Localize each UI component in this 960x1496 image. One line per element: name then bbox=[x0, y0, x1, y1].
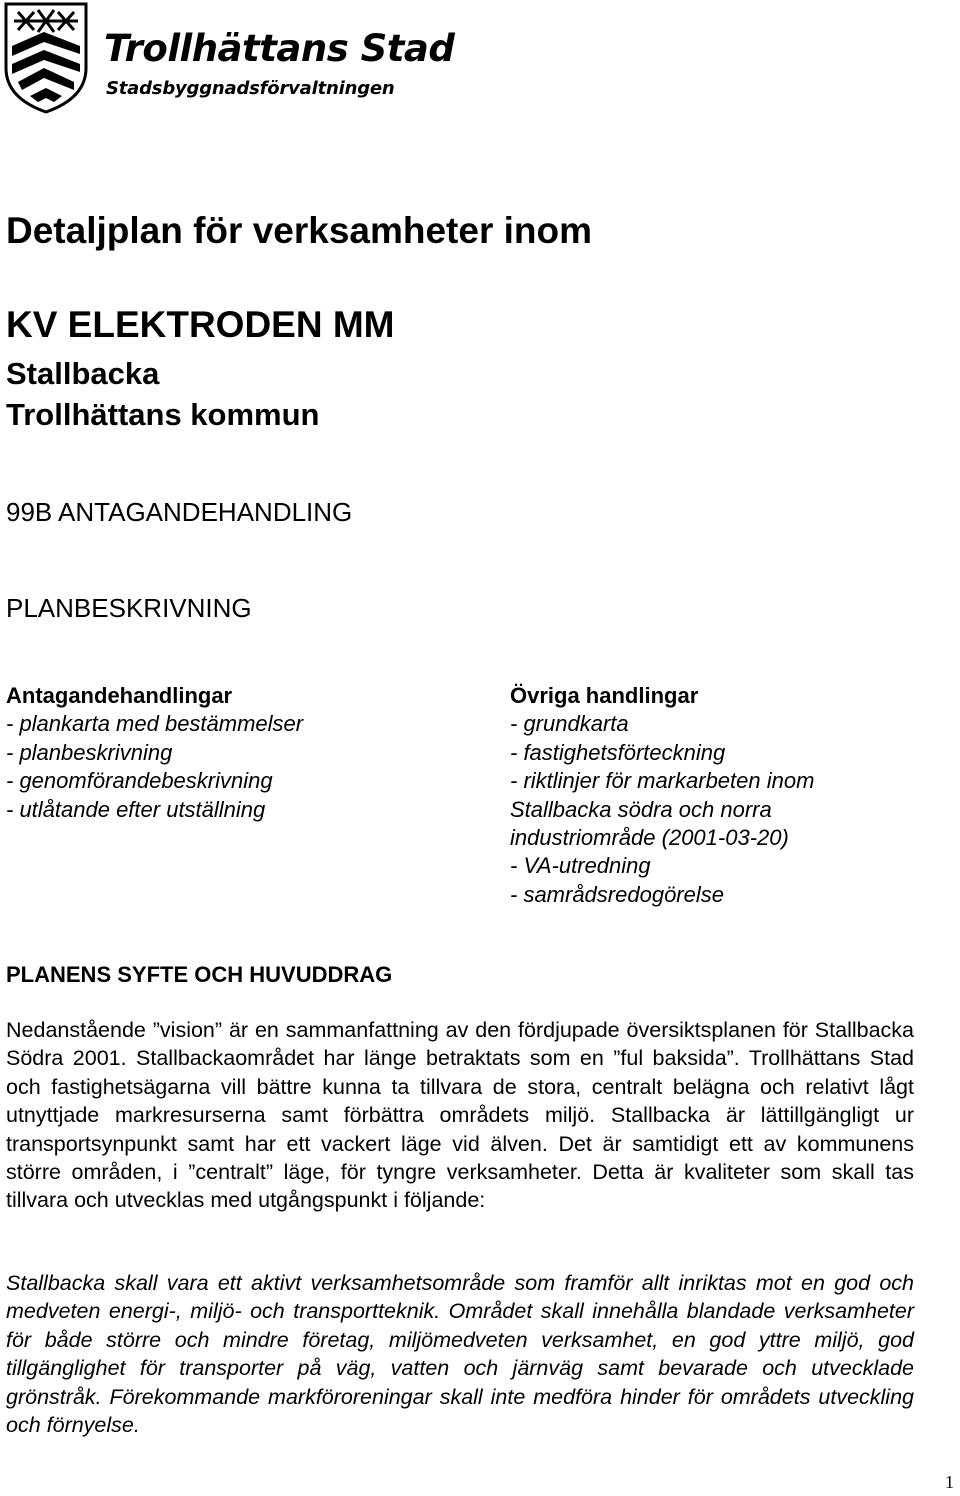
plan-area-name: KV ELEKTRODEN MM bbox=[6, 304, 395, 345]
location-name: Stallbacka bbox=[6, 356, 160, 391]
list-item: - plankarta med bestämmelser bbox=[6, 711, 304, 737]
list-item: - genomförandebeskrivning bbox=[6, 768, 273, 794]
logo-department-name: Stadsbyggnadsförvaltningen bbox=[106, 78, 395, 99]
list-item: - grundkarta bbox=[510, 711, 629, 737]
list-item: - fastighetsförteckning bbox=[510, 739, 726, 765]
municipality-name: Trollhättans kommun bbox=[6, 397, 320, 432]
document-type: PLANBESKRIVNING bbox=[6, 593, 252, 623]
list-item: - riktlinjer för markarbeten inom bbox=[510, 768, 815, 794]
plan-stage: 99B ANTAGANDEHANDLING bbox=[6, 497, 353, 527]
list-item: - utlåtande efter utställning bbox=[6, 796, 266, 822]
list-item: - VA-utredning bbox=[510, 853, 651, 879]
logo-municipality-name: Trollhättans Stad bbox=[104, 27, 455, 70]
list-item: Stallbacka södra och norra bbox=[510, 796, 772, 822]
list-item: - samrådsredogörelse bbox=[510, 881, 724, 907]
coat-of-arms-icon bbox=[4, 2, 88, 114]
adoption-documents-heading: Antagandehandlingar bbox=[6, 683, 233, 708]
adoption-documents-list bbox=[6, 682, 303, 824]
section-heading: PLANENS SYFTE OCH HUVUDDRAG bbox=[6, 962, 393, 987]
other-documents-heading: Övriga handlingar bbox=[510, 683, 699, 708]
vision-paragraph: Stallbacka skall vara ett aktivt verksamhetsområde som framför allt inriktas mot en god och medveten energi-, miljö- och transportteknik. Området skall innehålla blandade verksamheter för både större och mindre företag, miljömedveten verksamhet, en god yttre miljö, god tillgänglighet för transporter på väg, vatten och järnväg samt bevarade och utvecklade grönstråk. Förekommande markföroreningar skall inte medföra hinder för områdets utveckling och förnyelse. bbox=[6, 1271, 914, 1438]
page-number: 1 bbox=[945, 1472, 954, 1492]
document-title: Detaljplan för verksamheter inom bbox=[6, 210, 593, 251]
list-item: - planbeskrivning bbox=[6, 739, 173, 765]
section-body-paragraph: Nedanstående ”vision” är en sammanfattning av den fördjupade översiktsplanen för Stallbacka Södra 2001. Stallbackaområdet har länge betraktats som en ”ful baksida”. Trollhättans Stad och fastighetsägarna vill bättre kunna ta tillvara de stora, centralt belägna och relativt lågt utnyttjade markresurserna samt förbättra områdets miljö. Stallbacka är lättillgängligt ur transportsynpunkt samt har ett vackert läge vid älven. Det är samtidigt ett av kommunens större områden, i ”centralt” läge, för tyngre verksamheter. Detta är kvaliteter som skall tas tillvara och utvecklas med utgångspunkt i följande: bbox=[6, 1018, 914, 1213]
other-documents-list bbox=[510, 682, 814, 909]
list-item: industriområde (2001-03-20) bbox=[510, 825, 789, 851]
